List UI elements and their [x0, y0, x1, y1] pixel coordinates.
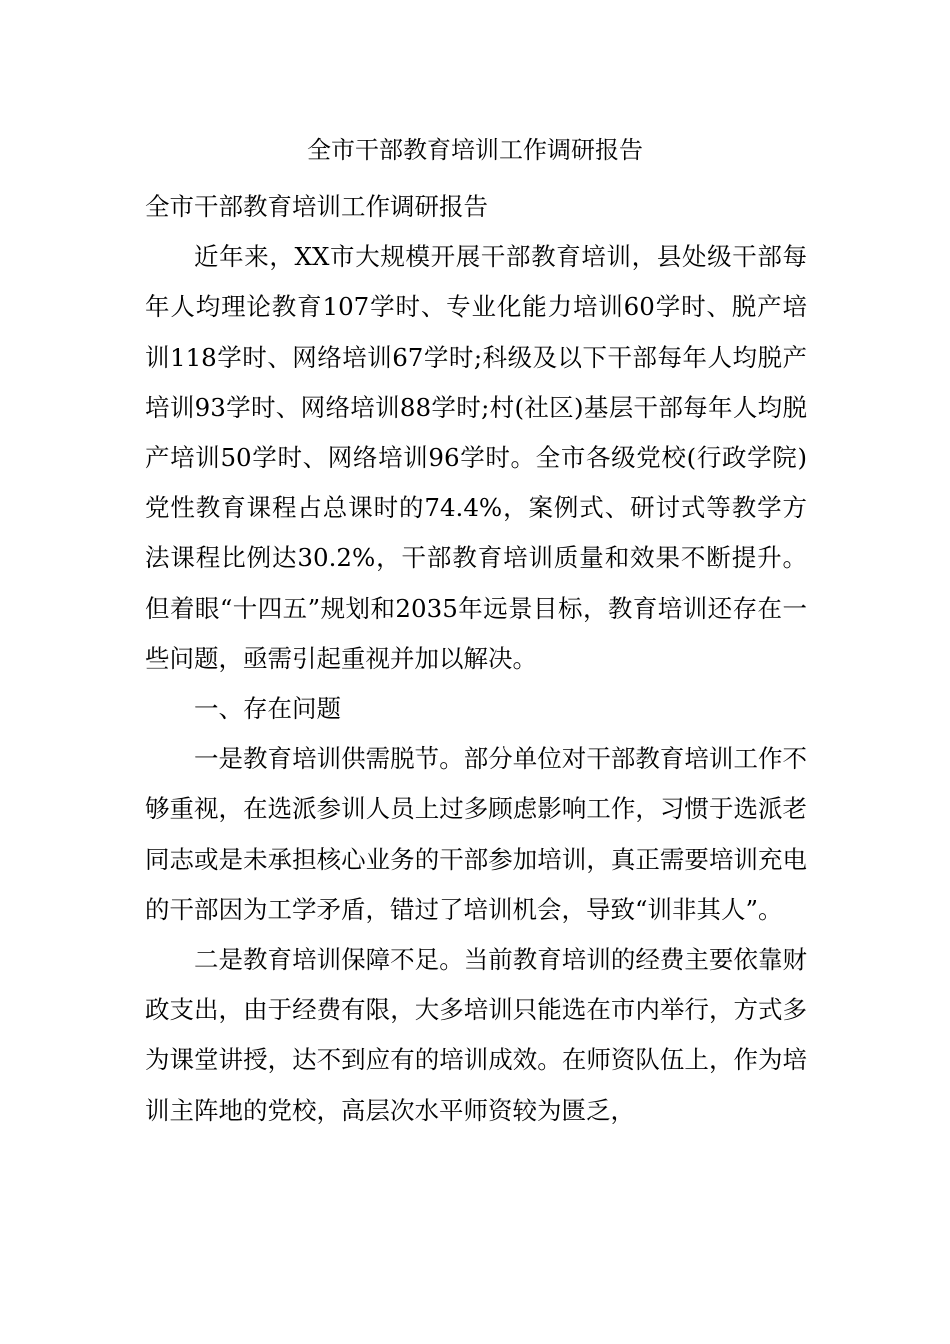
document-subtitle: 全市干部教育培训工作调研报告 — [145, 192, 488, 221]
paragraph-intro: 近年来，XX市大规模开展干部教育培训，县处级干部每年人均理论教育107学时、专业化能力培训60学时、脱产培训118学时、网络培训67学时;科级及以下干部每年人均脱产培训93学时、网络培训88学时;村(社区)基层干部每年人均脱产培训50学时、网络培训96学时。全市各级党校(行政学院)党性教育课程占总课时的74.4%，案例式、研讨式等教学方法课程比例达30.2%，干部教育培训质量和效果不断提升。但着眼“十四五”规划和2035年远景目标，教育培训还存在一些问题，亟需引起重视并加以解决。 — [145, 242, 807, 673]
section-heading-problems: 一、存在问题 — [194, 694, 341, 724]
document-title: 全市干部教育培训工作调研报告 — [307, 136, 643, 164]
document-body — [145, 182, 807, 1136]
paragraph-problem-1: 一是教育培训供需脱节。部分单位对干部教育培训工作不够重视，在选派参训人员上过多顾虑影响工作，习惯于选派老同志或是未承担核心业务的干部参加培训，真正需要培训充电的干部因为工学矛盾，错过了培训机会，导致“训非其人”。 — [145, 744, 807, 924]
paragraph-problem-2: 二是教育培训保障不足。当前教育培训的经费主要依靠财政支出，由于经费有限，大多培训只能选在市内举行，方式多为课堂讲授，达不到应有的培训成效。在师资队伍上，作为培训主阵地的党校，高层次水平师资较为匮乏， — [145, 945, 807, 1125]
